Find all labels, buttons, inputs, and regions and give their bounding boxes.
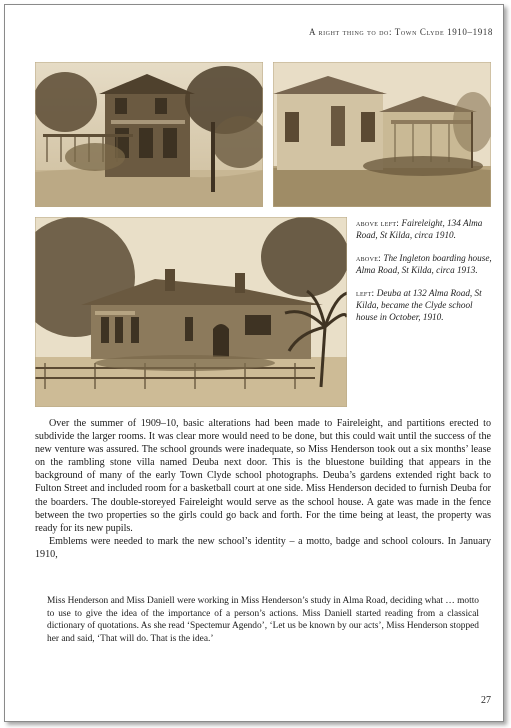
body-text bbox=[35, 417, 491, 561]
body-paragraph: Emblems were needed to mark the new school’s identity – a motto, badge and school colours. In January 1910, bbox=[35, 535, 491, 560]
sepia-photo-boarding-house-icon bbox=[273, 62, 491, 207]
body-paragraph: Over the summer of 1909–10, basic alterations had been made to Faireleight, and partitions erected to subdivide the larger rooms. It was clear more would need to be done, but this could wait until the success of the new venture was assured. The school grounds were inadequate, so Miss Henderson took out a six months’ lease on the rambling stone villa named Deuba next door. This is the bluestone building that appears in the background of many of the early Town Clyde school photographs. Deuba’s gardens extended right back to Fulton Street and included room for a basketball court at one side. Miss Henderson decided to furnish Deuba for the boarders. The double-storeyed Faireleight would serve as the school house. A gate was made in the fence between the two properties so the girls could go back and forth. For the time being at least, the property was ready for its new pupils. bbox=[35, 418, 491, 534]
caption-ingleton: above: The Ingleton boarding house, Alma Road, St Kilda, circa 1913. bbox=[356, 252, 492, 276]
sepia-photo-verandah-house-icon bbox=[35, 62, 263, 207]
photo-captions bbox=[356, 217, 494, 334]
photo-ingleton bbox=[273, 62, 491, 207]
photo-deuba bbox=[35, 217, 347, 407]
photo-fairleight bbox=[35, 62, 263, 207]
caption-deuba: left: Deuba at 132 Alma Road, St Kilda, became the Clyde school house in October, 1910. bbox=[356, 287, 482, 323]
running-head: A right thing to do: Town Clyde 1910–1918 bbox=[309, 27, 493, 37]
page-number: 27 bbox=[481, 695, 491, 706]
block-quote: Miss Henderson and Miss Daniell were working in Miss Henderson’s study in Alma Road, deciding what … motto to use to give the idea of the importance of a person’s actions. Miss Daniell started reading from a classical dictionary of quotations. As she read ‘Spectemur Agendo’, ‘Let us be known by our acts’, Miss Henderson stopped her and said, ‘That will do. That is the idea.’ bbox=[47, 596, 479, 644]
book-page bbox=[4, 4, 504, 722]
sepia-photo-bluestone-villa-icon bbox=[35, 217, 347, 407]
caption-fairleight: above left: Faireleight, 134 Alma Road, St Kilda, circa 1910. bbox=[356, 218, 483, 241]
